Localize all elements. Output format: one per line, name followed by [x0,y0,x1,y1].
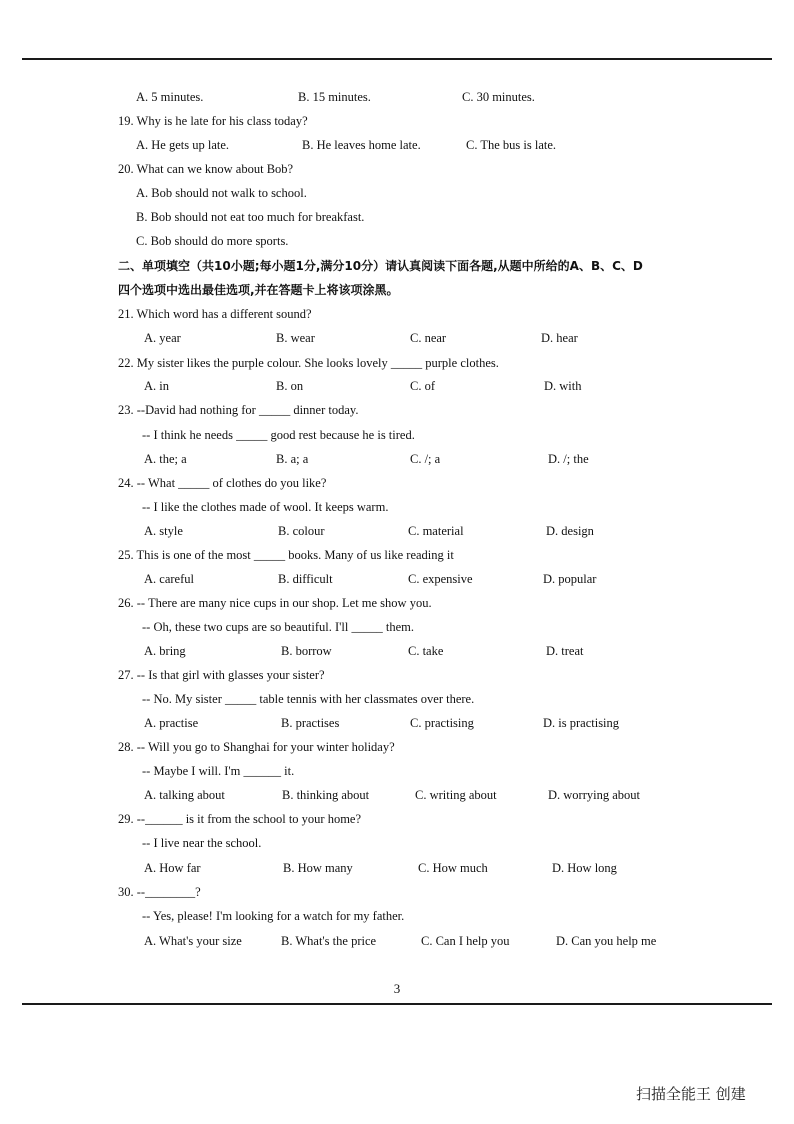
q26-option-d: D. treat [546,644,584,658]
q18-option-b: B. 15 minutes. [298,90,371,104]
q18-option-c: C. 30 minutes. [462,90,535,104]
q23-option-c: C. /; a [410,452,441,466]
q26-option-b: B. borrow [281,644,332,658]
q25-option-b: B. difficult [278,572,333,586]
q21-text: 21. Which word has a different sound? [118,307,312,321]
q23-text2: -- I think he needs _____ good rest because he is tired. [142,428,415,442]
q26-option-c: C. take [408,644,444,658]
q25-option-c: C. expensive [408,572,473,586]
q22-option-a: A. in [144,379,169,393]
q27-option-a: A. practise [144,716,199,730]
q23-option-b: B. a; a [276,452,309,466]
scanner-watermark: 扫描全能王 创建 [636,1085,746,1103]
q22-option-d: D. with [544,379,582,393]
q23-text: 23. --David had nothing for _____ dinner today. [118,403,359,417]
q20-option-c: C. Bob should do more sports. [136,234,289,248]
q28-option-a: A. talking about [144,788,225,802]
q19-text: 19. Why is he late for his class today? [118,114,308,128]
q27-option-c: C. practising [410,716,474,730]
q23-option-d: D. /; the [548,452,589,466]
q28-text: 28. -- Will you go to Shanghai for your winter holiday? [118,740,395,754]
q22-text: 22. My sister likes the purple colour. She looks lovely _____ purple clothes. [118,356,499,370]
q29-text2: -- I live near the school. [142,836,262,850]
q28-option-b: B. thinking about [282,788,370,802]
q22-option-b: B. on [276,379,304,393]
q25-text: 25. This is one of the most _____ books. Many of us like reading it [118,548,454,562]
q29-option-b: B. How many [283,861,353,875]
q22-option-c: C. of [410,379,435,393]
q24-option-a: A. style [144,524,183,538]
q26-option-a: A. bring [144,644,186,658]
q28-option-c: C. writing about [415,788,497,802]
q30-text2: -- Yes, please! I'm looking for a watch for my father. [142,909,405,923]
q20-text: 20. What can we know about Bob? [118,162,294,176]
q19-option-a: A. He gets up late. [136,138,230,152]
q19-option-b: B. He leaves home late. [302,138,421,152]
q27-text2: -- No. My sister _____ table tennis with her classmates over there. [142,692,475,706]
q25-option-d: D. popular [543,572,597,586]
q29-option-c: C. How much [418,861,488,875]
q21-option-d: D. hear [541,331,578,345]
section-2-heading-line2: 四个选项中选出最佳选项,并在答题卡上将该项涂黑。 [118,283,399,297]
q26-text: 26. -- There are many nice cups in our shop. Let me show you. [118,596,432,610]
q24-option-c: C. material [408,524,464,538]
q24-text: 24. -- What _____ of clothes do you like? [118,476,327,490]
q27-option-b: B. practises [281,716,340,730]
q30-option-b: B. What's the price [281,934,377,948]
q28-text2: -- Maybe I will. I'm ______ it. [142,764,295,778]
q23-option-a: A. the; a [144,452,187,466]
q28-option-d: D. worrying about [548,788,640,802]
q20-option-a: A. Bob should not walk to school. [136,186,307,200]
q24-text2: -- I like the clothes made of wool. It keeps warm. [142,500,389,514]
q21-option-b: B. wear [276,331,315,345]
section-2-heading-line1: 二、单项填空（共10小题;每小题1分,满分10分）请认真阅读下面各题,从题中所给的A、B、C、D [118,259,643,273]
q21-option-c: C. near [410,331,447,345]
top-rule [22,58,772,60]
bottom-rule [22,1003,772,1005]
q29-option-a: A. How far [144,861,201,875]
q29-option-d: D. How long [552,861,617,875]
q24-option-b: B. colour [278,524,325,538]
q21-option-a: A. year [144,331,181,345]
q20-option-b: B. Bob should not eat too much for breakfast. [136,210,365,224]
q30-option-a: A. What's your size [144,934,242,948]
q29-text: 29. --______ is it from the school to your home? [118,812,362,826]
q27-text: 27. -- Is that girl with glasses your sister? [118,668,325,682]
q27-option-d: D. is practising [543,716,620,730]
q24-option-d: D. design [546,524,594,538]
page-number: 3 [393,981,401,996]
q18-option-a: A. 5 minutes. [136,90,204,104]
q30-option-c: C. Can I help you [421,934,510,948]
q25-option-a: A. careful [144,572,194,586]
q30-text: 30. --________? [118,885,201,899]
q19-option-c: C. The bus is late. [466,138,557,152]
q30-option-d: D. Can you help me [556,934,657,948]
q26-text2: -- Oh, these two cups are so beautiful. I'll _____ them. [142,620,414,634]
